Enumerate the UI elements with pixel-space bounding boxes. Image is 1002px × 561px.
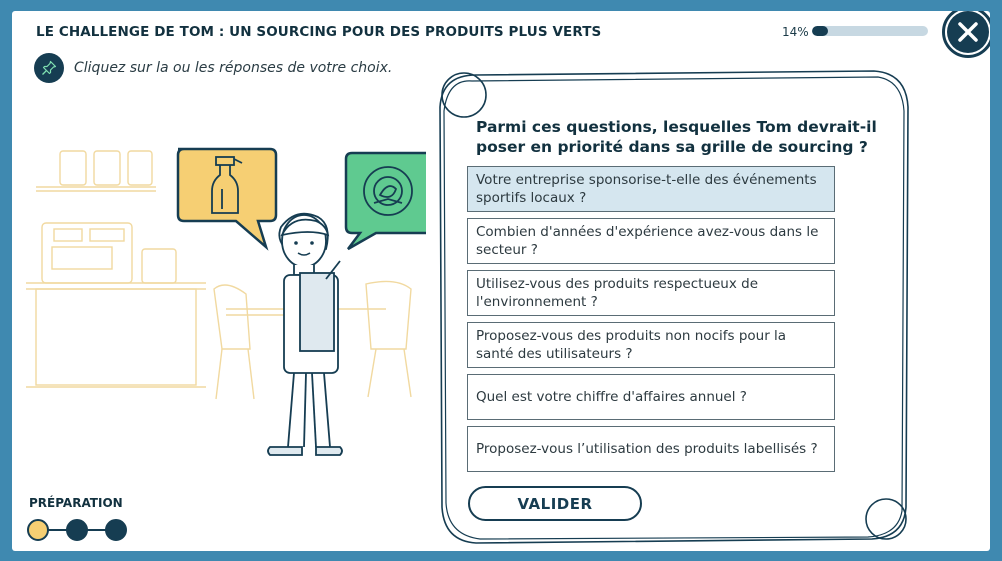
instruction-text: Cliquez sur la ou les réponses de votre choix. — [74, 60, 393, 76]
stage-label: PRÉPARATION — [29, 496, 123, 510]
stage-stepper — [26, 518, 136, 542]
question-text: Parmi ces questions, lesquelles Tom devrait-il poser en priorité dans sa grille de sourcing ? — [476, 118, 877, 156]
page-title: LE CHALLENGE DE TOM : UN SOURCING POUR DES PRODUITS PLUS VERTS — [36, 24, 602, 40]
answer-option-label: Votre entreprise sponsorise-t-elle des événements sportifs locaux ? — [476, 172, 817, 206]
tom-cafe-illustration — [26, 129, 426, 474]
step-dot-2 — [67, 520, 87, 540]
pin-icon — [34, 53, 64, 83]
answer-option-5[interactable] — [467, 374, 835, 420]
close-button[interactable] — [942, 11, 990, 58]
step-dot-3 — [106, 520, 126, 540]
main-panel — [12, 11, 990, 551]
close-icon — [947, 11, 989, 53]
progress-bar-fill — [812, 26, 828, 36]
answer-option-6[interactable] — [467, 426, 835, 472]
answer-option-3[interactable] — [467, 270, 835, 316]
step-dot-1 — [28, 520, 48, 540]
answer-option-label: Combien d'années d'expérience avez-vous dans le secteur ? — [476, 224, 819, 258]
answer-option-label: Proposez-vous des produits non nocifs pour la santé des utilisateurs ? — [476, 328, 787, 362]
progress-percentage: 14% — [782, 25, 809, 39]
answer-option-4[interactable] — [467, 322, 835, 368]
answer-option-label: Quel est votre chiffre d'affaires annuel ? — [476, 389, 747, 405]
answer-option-label: Proposez-vous l’utilisation des produits labellisés ? — [476, 441, 818, 457]
answer-option-label: Utilisez-vous des produits respectueux de l'environnement ? — [476, 276, 759, 310]
progress-bar — [812, 26, 928, 36]
answer-option-2[interactable] — [467, 218, 835, 264]
answer-option-1[interactable] — [467, 166, 835, 212]
validate-button[interactable]: VALIDER — [468, 486, 642, 521]
answer-list — [467, 166, 835, 478]
